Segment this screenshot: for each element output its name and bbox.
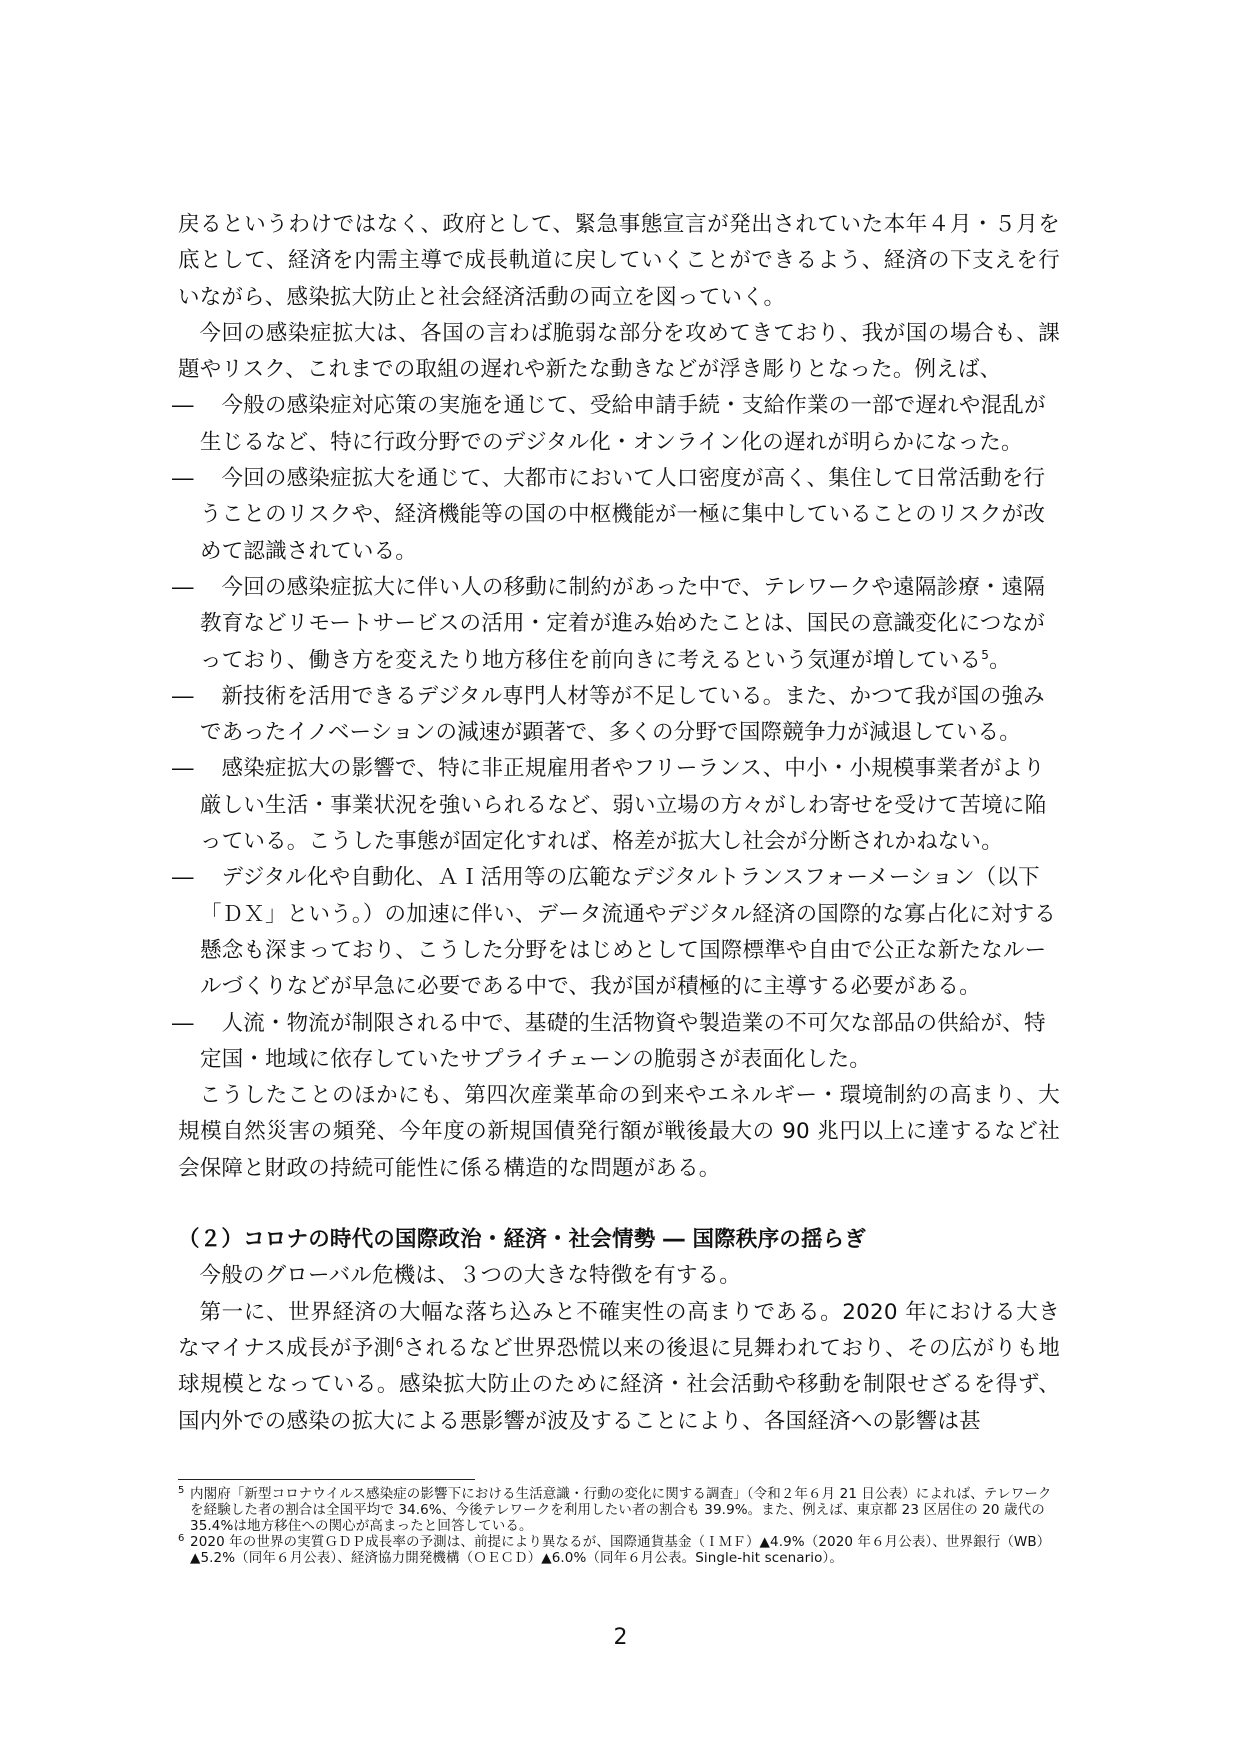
paragraph-structural-issues: こうしたことのほかにも、第四次産業革命の到来やエネルギー・環境制約の高まり、大規模自然災害の頻発、今年度の新規国債発行額が戦後最大の 90 兆円以上に達するなど社会保障と財政の持続可能性に係る構造的な問題がある。: [178, 1083, 1060, 1181]
footnote-text: 2020 年の世界の実質ＧＤＰ成長率の予測は、前提により異なるが、国際通貨基金（ＩＭＦ）▲4.9%（2020 年６月公表）、世界銀行（WB）▲5.2%（同年６月公表）、経済協力開発機構（ＯＥＣＤ）▲6.0%（同年６月公表。Single-hit scenario）。: [190, 1534, 1051, 1566]
list-item: [172, 570, 1060, 679]
list-item: [172, 860, 1060, 1005]
list-item: [172, 679, 1060, 752]
footnote-6: [178, 1534, 1060, 1566]
dash-marker: ―: [172, 466, 194, 492]
dash-marker: ―: [172, 756, 194, 782]
page-number: 2: [613, 1625, 628, 1650]
list-item: [172, 751, 1060, 860]
dash-marker: ―: [172, 574, 194, 600]
paragraph-first-feature-before: 第一に、世界経済の大幅な落ち込みと不確実性の高まりである。2020 年における大きなマイナス成長が予測: [178, 1299, 1060, 1361]
body-text: [172, 207, 1060, 1440]
bullet-list: [172, 388, 1060, 1078]
paragraph-features: 今般のグローバル危機は、３つの大きな特徴を有する。: [199, 1263, 741, 1289]
list-item-text: デジタル化や自動化、ＡＩ活用等の広範なデジタルトランスフォーメーション（以下「ＤＸ」という。）の加速に伴い、データ流通やデジタル経済の国際的な寡占化に対する懸念も深まっており、こうした分野をはじめとして国際標準や自由で公正な新たなルールづくりなどが早急に必要である中で、我が国が積極的に主導する必要がある。: [200, 865, 1056, 1000]
list-item-text: [200, 570, 1060, 679]
list-item-text: 感染症拡大の影響で、特に非正規雇用者やフリーランス、中小・小規模事業者がより厳しい生活・事業状況を強いられるなど、弱い立場の方々がしわ寄せを受けて苦境に陥っている。こうした事態が固定化すれば、格差が拡大し社会が分断されかねない。: [200, 756, 1047, 855]
footnote-ref-6[interactable]: 6: [395, 1335, 404, 1350]
footnotes: [178, 1486, 1060, 1566]
list-item-tail: 。: [989, 647, 1011, 673]
paragraph-intro: 今回の感染症拡大は、各国の言わば脆弱な部分を攻めてきており、我が国の場合も、課題やリスク、これまでの取組の遅れや新たな動きなどが浮き彫りとなった。例えば、: [178, 320, 1060, 383]
footnote-number: 5: [178, 1485, 185, 1496]
footnote-number: 6: [178, 1533, 185, 1544]
list-item: [172, 388, 1060, 461]
footnote-ref-5[interactable]: 5: [981, 647, 990, 662]
footnote-5: [178, 1486, 1060, 1534]
dash-marker: ―: [172, 683, 194, 709]
dash-marker: ―: [172, 865, 194, 891]
list-item-text: 新技術を活用できるデジタル専門人材等が不足している。また、かつて我が国の強みであったイノベーションの減速が顕著で、多くの分野で国際競争力が減退している。: [200, 683, 1045, 746]
list-item-text: 今回の感染症拡大を通じて、大都市において人口密度が高く、集住して日常活動を行うことのリスクや、経済機能等の国の中枢機能が一極に集中していることのリスクが改めて認識されている。: [200, 466, 1046, 564]
paragraph-first-feature-after: されるなど世界恐慌以来の後退に見舞われており、その広がりも地球規模となっている。感染拡大防止のために経済・社会活動や移動を制限せざるを得ず、国内外での感染の拡大による悪影響が波及することにより、各国経済への影響は甚: [178, 1335, 1060, 1434]
dash-marker: ―: [172, 1010, 194, 1036]
list-item: [172, 1006, 1060, 1079]
list-item-text: 今般の感染症対応策の実施を通じて、受給申請手続・支給作業の一部で遅れや混乱が生じるなど、特に行政分野でのデジタル化・オンライン化の遅れが明らかになった。: [200, 393, 1046, 455]
footnote-text: 内閣府「新型コロナウイルス感染症の影響下における生活意識・行動の変化に関する調査」（令和２年６月 21 日公表）によれば、テレワークを経験した者の割合は全国平均で 34.6%、今後テレワークを利用したい者の割合も 39.9%。また、例えば、東京都 23 区居住の 20 歳代の 35.4%は地方移住への関心が高まったと回答している。: [190, 1486, 1052, 1534]
section-heading: （２）コロナの時代の国際政治・経済・社会情勢 ― 国際秩序の揺らぎ: [178, 1227, 867, 1253]
dash-marker: ―: [172, 393, 194, 419]
paragraph-first-feature: [178, 1295, 1060, 1440]
list-item: [172, 461, 1060, 570]
paragraph-continuation: 戻るというわけではなく、政府として、緊急事態宣言が発出されていた本年４月・５月を底として、経済を内需主導で成長軌道に戻していくことができるよう、経済の下支えを行いながら、感染拡大防止と社会経済活動の両立を図っていく。: [178, 212, 1060, 310]
list-item-body: 今回の感染症拡大に伴い人の移動に制約があった中で、テレワークや遠隔診療・遠隔教育などリモートサービスの活用・定着が進み始めたことは、国民の意識変化につながっており、働き方を変えたり地方移住を前向きに考えるという気運が増している: [200, 574, 1046, 673]
footnote-divider: [178, 1479, 475, 1480]
list-item-text: 人流・物流が制限される中で、基礎的生活物資や製造業の不可欠な部品の供給が、特定国・地域に依存していたサプライチェーンの脆弱さが表面化した。: [200, 1010, 1046, 1072]
